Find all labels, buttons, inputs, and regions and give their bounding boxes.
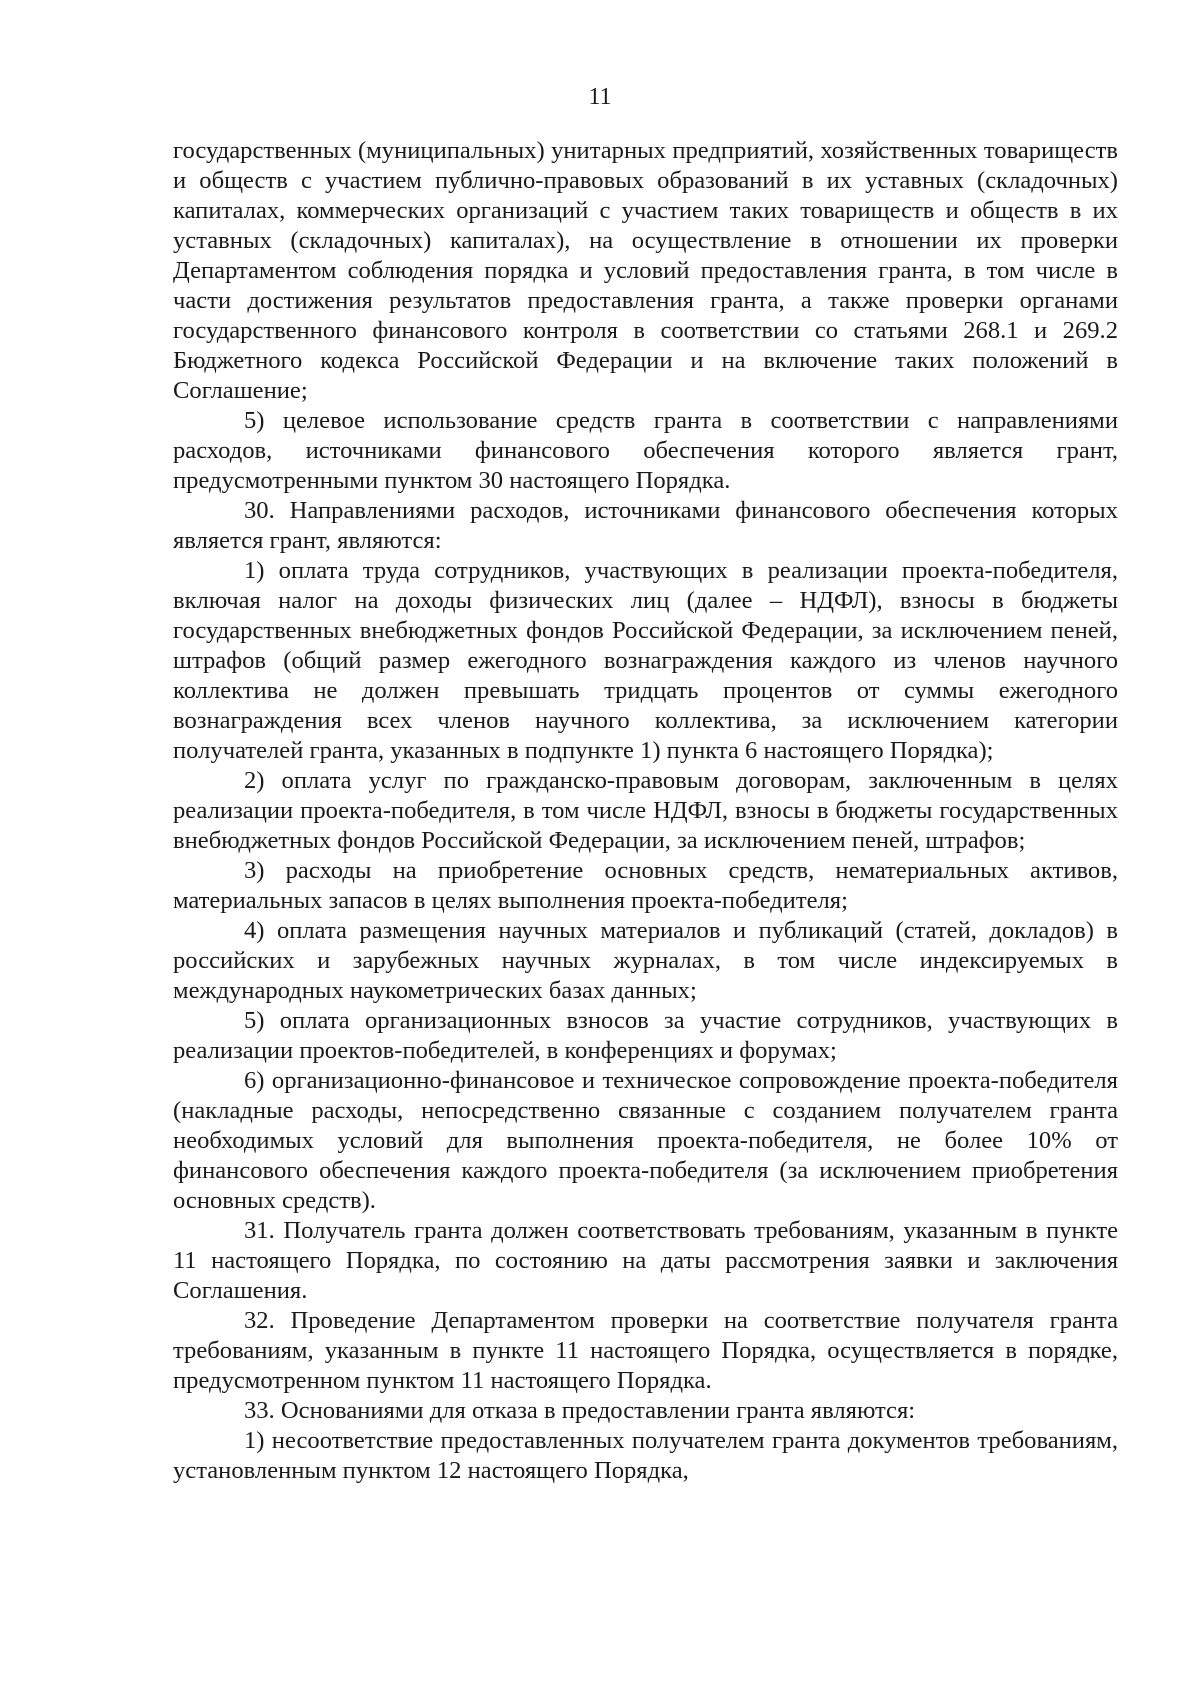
paragraph-item-1-labor: 1) оплата труда сотрудников, участвующих в реализации проекта-победителя, включая налог на доходы физических лиц (далее – НДФЛ), взносы в бюджеты государственных внебюджетных фондов Российской Федерации, за исключением пеней, штрафов (общий размер ежегодного вознаграждения каждого из членов научного коллектива не должен превышать тридцать процентов от суммы ежегодного вознаграждения всех членов научного коллектива, за исключением категории получателей гранта, указанных в подпункте 1) пункта 6 настоящего Порядка);	[173, 557, 1118, 764]
paragraph-31-requirements: 31. Получатель гранта должен соответствовать требованиям, указанным в пункте 11 настоящего Порядка, по состоянию на даты рассмотрения заявки и заключения Соглашения.	[173, 1217, 1118, 1304]
paragraph-item-4-publications: 4) оплата размещения научных материалов и публикаций (статей, докладов) в российских и зарубежных научных журналах, в том числе индексируемых в международных наукометрических базах данных;	[173, 917, 1118, 1004]
paragraph-item-1-non-compliance: 1) несоответствие предоставленных получателем гранта документов требованиям, установленным пунктом 12 настоящего Порядка,	[173, 1427, 1118, 1484]
paragraph-item-5-targeted-use: 5) целевое использование средств гранта в соответствии с направлениями расходов, источниками финансового обеспечения которого является грант, предусмотренными пунктом 30 настоящего Порядка.	[173, 407, 1118, 494]
paragraph-item-2-civil-contracts: 2) оплата услуг по гражданско-правовым договорам, заключенным в целях реализации проекта-победителя, в том числе НДФЛ, взносы в бюджеты государственных внебюджетных фондов Российской Федерации, за исключением пеней, штрафов;	[173, 767, 1118, 854]
paragraph-item-5-conference-fees: 5) оплата организационных взносов за участие сотрудников, участвующих в реализации проектов-победителей, в конференциях и форумах;	[173, 1007, 1118, 1064]
page-number: 11	[588, 84, 612, 110]
paragraph-32-verification: 32. Проведение Департаментом проверки на соответствие получателя гранта требованиям, указанным в пункте 11 настоящего Порядка, осуществляется в порядке, предусмотренном пунктом 11 настоящего Порядка.	[173, 1307, 1118, 1394]
paragraph-continuation: государственных (муниципальных) унитарных предприятий, хозяйственных товариществ и обществ с участием публично-правовых образований в их уставных (складочных) капиталах, коммерческих организаций с участием таких товариществ и обществ в их уставных (складочных) капиталах), на осуществление в отношении их проверки Департаментом соблюдения порядка и условий предоставления гранта, в том числе в части достижения результатов предоставления гранта, а также проверки органами государственного финансового контроля в соответствии со статьями 268.1 и 269.2 Бюджетного кодекса Российской Федерации и на включение таких положений в Соглашение;	[173, 137, 1118, 404]
document-body	[173, 136, 1118, 1486]
paragraph-33-refusal-grounds: 33. Основаниями для отказа в предоставлении гранта являются:	[244, 1397, 916, 1424]
paragraph-30-expense-directions: 30. Направлениями расходов, источниками финансового обеспечения которых является грант, являются:	[173, 497, 1118, 554]
paragraph-item-3-fixed-assets: 3) расходы на приобретение основных средств, нематериальных активов, материальных запасов в целях выполнения проекта-победителя;	[173, 857, 1118, 914]
paragraph-item-6-overhead: 6) организационно-финансовое и техническое сопровождение проекта-победителя (накладные расходы, непосредственно связанные с созданием получателем гранта необходимых условий для выполнения проекта-победителя, не более 10% от финансового обеспечения каждого проекта-победителя (за исключением приобретения основных средств).	[173, 1067, 1118, 1214]
